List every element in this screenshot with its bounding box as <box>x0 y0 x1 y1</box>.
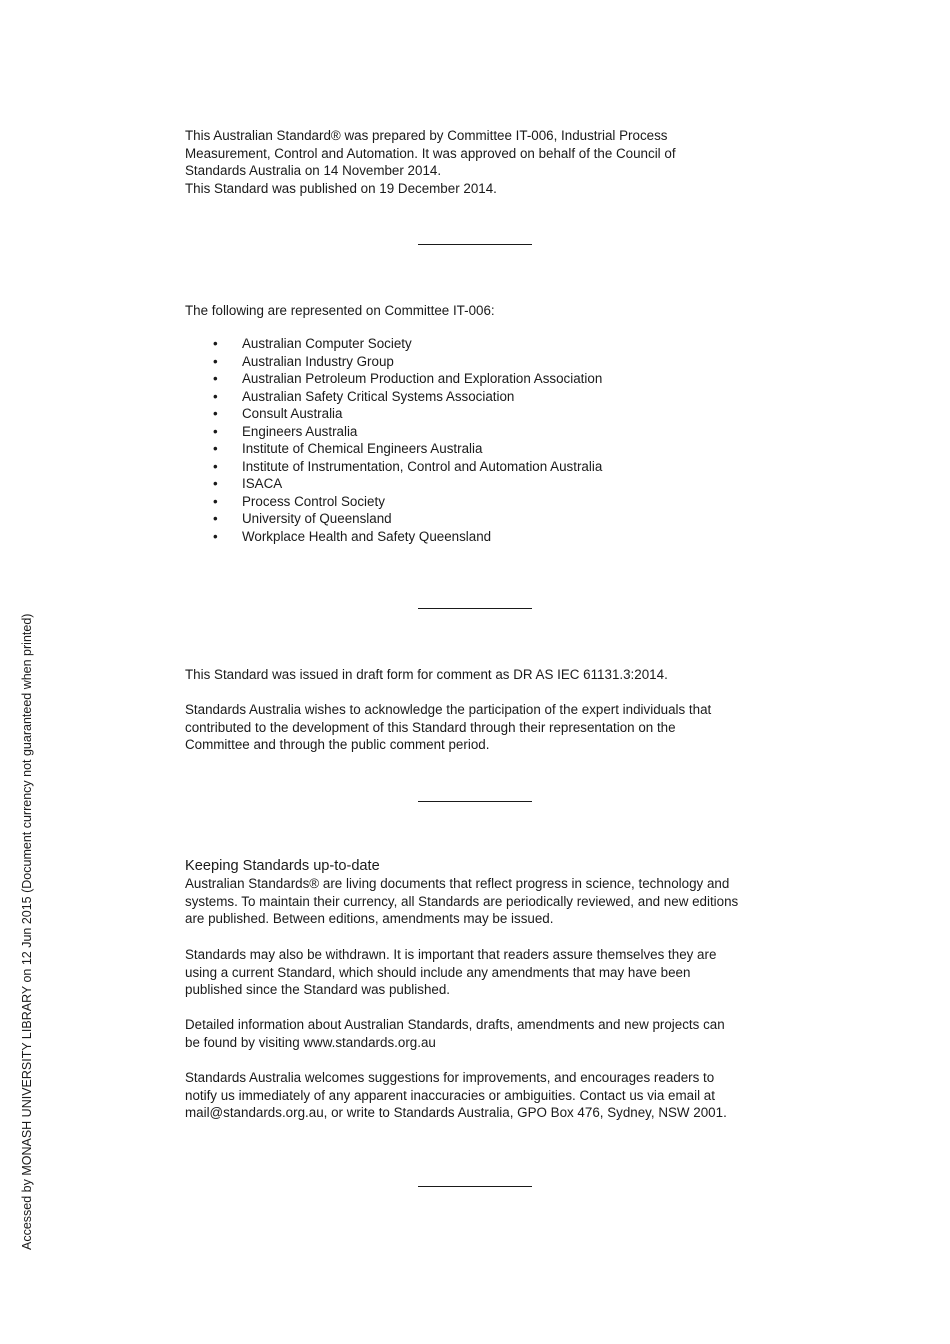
committee-member-list <box>185 335 602 545</box>
paragraph-line: published since the Standard was published. <box>185 982 451 997</box>
bullet-icon: • <box>213 423 218 439</box>
list-item <box>185 440 602 458</box>
acknowledgement-line: Committee and through the public comment period. <box>185 737 490 752</box>
list-item <box>185 388 602 406</box>
acknowledgement-line: Standards Australia wishes to acknowledge the participation of the expert individuals that <box>185 702 712 717</box>
section-divider <box>418 608 532 609</box>
section-heading: Keeping Standards up-to-date <box>185 858 380 874</box>
committee-intro-text: The following are represented on Committee IT-006: <box>185 303 495 318</box>
bullet-icon: • <box>213 406 218 421</box>
preparation-line: This Australian Standard® was prepared by Committee IT-006, Industrial Process <box>185 128 668 143</box>
list-item <box>185 510 602 528</box>
paragraph-line: Standards Australia welcomes suggestions for improvements, and encourages readers to <box>185 1070 715 1085</box>
paragraph-line: Australian Standards® are living documents that reflect progress in science, technology and <box>185 876 730 891</box>
bullet-icon: • <box>213 511 218 526</box>
paragraph-line: are published. Between editions, amendments may be issued. <box>185 911 554 926</box>
bullet-icon: • <box>213 441 218 456</box>
committee-intro <box>185 302 775 320</box>
bullet-icon: • <box>213 388 218 404</box>
bullet-icon: • <box>213 476 218 491</box>
email-link[interactable]: mail@standards.org.au <box>185 1105 324 1120</box>
list-item <box>185 353 602 371</box>
paragraph-line: systems. To maintain their currency, all Standards are periodically reviewed, and new editions <box>185 893 739 909</box>
acknowledgement-line: contributed to the development of this Standard through their representation on the <box>185 719 676 735</box>
paragraph-line <box>185 1034 775 1052</box>
bullet-icon: • <box>213 458 218 474</box>
list-item <box>185 493 602 511</box>
acknowledgement-paragraph <box>185 701 775 754</box>
information-paragraph <box>185 1016 775 1051</box>
paragraph-line: Detailed information about Australian Standards, drafts, amendments and new projects can <box>185 1017 725 1032</box>
section-divider <box>418 1186 532 1187</box>
list-item <box>185 528 602 546</box>
keeping-standards-section <box>185 857 775 928</box>
member-name: Australian Computer Society <box>242 336 412 351</box>
list-item <box>185 475 602 493</box>
contact-paragraph <box>185 1069 775 1122</box>
bullet-icon: • <box>213 336 218 351</box>
paragraph-text: be found by visiting <box>185 1034 304 1050</box>
bullet-icon: • <box>213 371 218 386</box>
member-name: Australian Industry Group <box>242 353 394 369</box>
preparation-line: Standards Australia on 14 November 2014. <box>185 163 442 178</box>
list-item <box>185 423 602 441</box>
member-name: Consult Australia <box>242 406 343 421</box>
paragraph-line: notify us immediately of any apparent inaccuracies or ambiguities. Contact us via email at <box>185 1087 715 1103</box>
member-name: Process Control Society <box>242 493 385 509</box>
preparation-line: Measurement, Control and Automation. It was approved on behalf of the Council of <box>185 145 676 161</box>
paragraph-line: using a current Standard, which should include any amendments that may have been <box>185 964 691 980</box>
withdrawal-paragraph <box>185 946 775 999</box>
paragraph-text: , or write to Standards Australia, GPO Box 476, Sydney, NSW 2001. <box>323 1105 727 1120</box>
bullet-icon: • <box>213 493 218 509</box>
draft-statement <box>185 666 775 684</box>
member-name: University of Queensland <box>242 511 392 526</box>
list-item <box>185 458 602 476</box>
member-name: ISACA <box>242 476 283 491</box>
access-side-note: Accessed by MONASH UNIVERSITY LIBRARY on 12 Jun 2015 (Document currency not guaranteed when printed) <box>20 613 34 1250</box>
list-item <box>185 405 602 423</box>
member-name: Institute of Instrumentation, Control and Automation Australia <box>242 458 603 474</box>
member-name: Institute of Chemical Engineers Australia <box>242 441 483 456</box>
draft-issued-text: This Standard was issued in draft form for comment as DR AS IEC 61131.3:2014. <box>185 667 668 682</box>
list-item <box>185 335 602 353</box>
preparation-statement <box>185 127 775 197</box>
section-divider <box>418 244 532 245</box>
paragraph-line <box>185 1104 775 1122</box>
member-name: Australian Petroleum Production and Exploration Association <box>242 371 603 386</box>
list-item <box>185 370 602 388</box>
publication-date-line: This Standard was published on 19 December 2014. <box>185 180 497 196</box>
member-name: Workplace Health and Safety Queensland <box>242 528 492 544</box>
section-divider <box>418 801 532 802</box>
bullet-icon: • <box>213 353 218 369</box>
paragraph-line: Standards may also be withdrawn. It is important that readers assure themselves they are <box>185 947 717 962</box>
member-name: Australian Safety Critical Systems Association <box>242 388 515 404</box>
bullet-icon: • <box>213 528 218 544</box>
member-name: Engineers Australia <box>242 423 358 439</box>
website-link[interactable]: www.standards.org.au <box>303 1034 436 1050</box>
